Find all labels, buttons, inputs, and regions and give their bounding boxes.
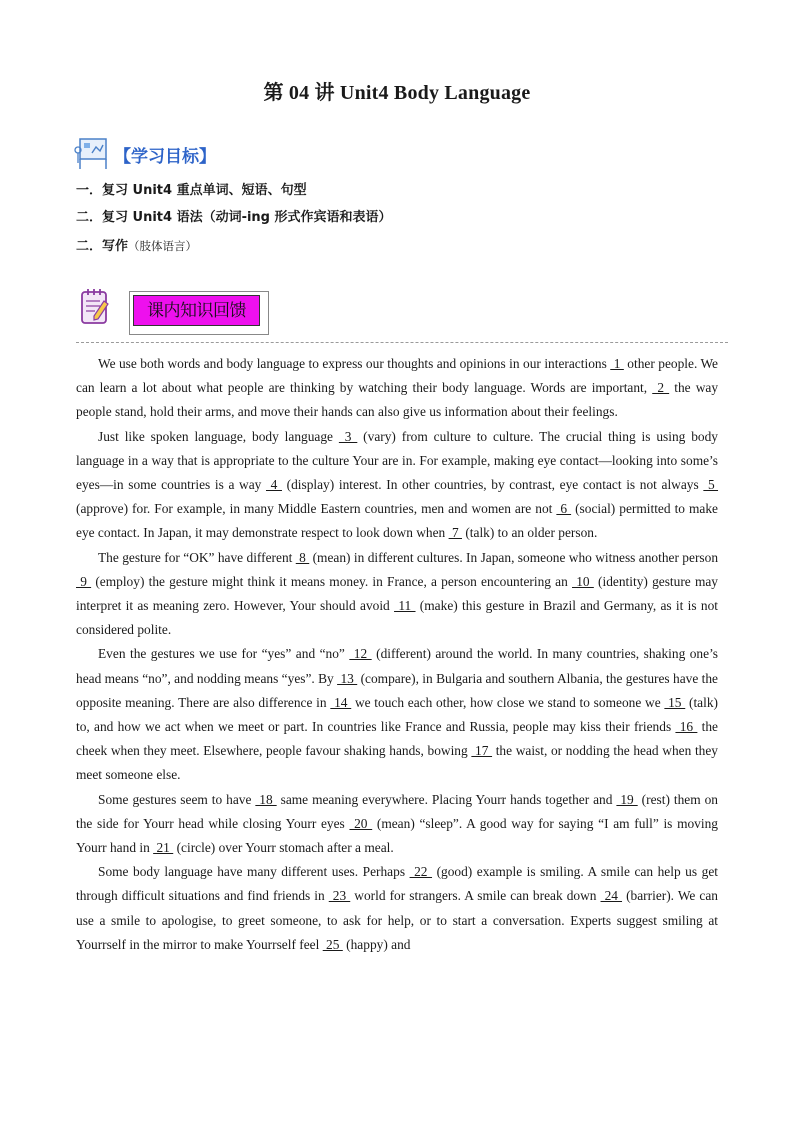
answer-blank[interactable]: 11: [394, 598, 416, 614]
passage-text: (identity) gesture may interpret it as meaning zero. However, Your should avoid: [76, 573, 718, 614]
passage-text: (employ) the gesture might think it means money. in France, a person encountering an: [91, 573, 573, 589]
learning-goals-label: 【学习目标】: [114, 147, 216, 167]
passage-text: the waist, or nodding the head when they meet someone else.: [76, 743, 718, 783]
passage-paragraph: [76, 642, 718, 787]
answer-blank[interactable]: 19: [616, 791, 638, 807]
passage-text: (make) this gesture in Brazil and Germany, as it is not considered polite.: [76, 598, 718, 638]
passage-text: world for strangers. A smile can break down: [350, 888, 601, 904]
passage-paragraph: [76, 352, 718, 425]
passage-text: We use both words and body language to express our thoughts and opinions in our interactions: [98, 356, 611, 371]
passage-text: Just like spoken language, body language: [98, 428, 339, 444]
answer-blank[interactable]: 24: [600, 888, 623, 904]
passage-text: Some gestures seem to have: [98, 791, 256, 807]
passage-text: (vary) from culture to culture. The crucial thing is using body language in a way that is appropriate to the culture Your are in. For example, making eye contact—looking into some’s eyes—in some countries is a way: [76, 428, 718, 493]
notepad-pencil-icon: [80, 287, 110, 325]
learning-goals-header: [74, 136, 274, 172]
passage-paragraph: [76, 425, 718, 546]
passage-paragraph: [76, 860, 718, 957]
answer-blank[interactable]: 14: [330, 694, 352, 710]
passage-text: (rest) them on the side for Yourr head while closing Yourr eyes: [76, 791, 718, 831]
answer-blank[interactable]: 9: [76, 573, 92, 589]
presentation-board-icon: [74, 136, 114, 172]
passage-text: (circle) over Yourr stomach after a meal.: [173, 840, 394, 856]
answer-blank[interactable]: 21: [153, 840, 174, 856]
answer-blank[interactable]: 16: [675, 719, 698, 735]
answer-blank[interactable]: 3: [338, 428, 358, 444]
passage-paragraph: [76, 546, 718, 643]
passage-text: other people. We can learn a lot about what people are thinking by watching their body language. Words are important,: [76, 356, 719, 396]
answer-blank[interactable]: 20: [349, 815, 373, 831]
section-divider: [76, 342, 728, 343]
answer-blank[interactable]: 8: [295, 549, 310, 565]
passage-text: (approve) for. For example, in many Middle Eastern countries, men and women are not: [76, 501, 557, 517]
review-section-banner: [129, 291, 269, 335]
review-section-label: 课内知识回馈: [133, 295, 260, 326]
passage-text: (compare), in Bulgaria and southern Albania, the gestures have the opposite meaning. There are also difference in: [76, 670, 718, 710]
passage-text: (talk) to, and how we act when we meet or part. In countries like France and Russia, people may kiss their friends: [76, 694, 718, 735]
passage-text: The gesture for “OK” have different: [98, 549, 296, 565]
passage-text: Some body language have many different uses. Perhaps: [98, 864, 410, 880]
passage-text: (different) around the world. In many countries, shaking one’s head means “no”, and nodding means “yes”. By: [76, 646, 718, 686]
passage-text: same meaning everywhere. Placing Yourr hands together and: [276, 791, 617, 807]
answer-blank[interactable]: 7: [448, 525, 462, 541]
passage-text: (mean) “sleep”. A good way for saying “I am full” is moving Yourr hand in: [76, 815, 718, 856]
answer-blank[interactable]: 10: [572, 573, 594, 589]
answer-blank[interactable]: 5: [703, 477, 719, 493]
learning-goal-text: 二．写作: [76, 239, 129, 254]
passage-text: (display) interest. In other countries, by contrast, eye contact is not always: [281, 477, 704, 493]
answer-blank[interactable]: 17: [471, 743, 493, 759]
answer-blank[interactable]: 23: [328, 888, 351, 904]
answer-blank[interactable]: 15: [664, 694, 686, 710]
passage-text: (happy) and: [342, 936, 411, 952]
answer-blank[interactable]: 25: [322, 936, 343, 952]
passage-text: (talk) to an older person.: [461, 525, 598, 541]
answer-blank[interactable]: 2: [652, 380, 670, 396]
passage-text: Even the gestures we use for “yes” and “no”: [98, 646, 350, 662]
answer-blank[interactable]: 18: [255, 791, 277, 807]
learning-goal-item: [76, 235, 197, 254]
answer-blank[interactable]: 12: [349, 646, 372, 662]
learning-goal-item: [76, 206, 392, 225]
answer-blank[interactable]: 4: [265, 477, 282, 493]
passage-text: (mean) in different cultures. In Japan, someone who witness another person: [309, 549, 719, 565]
learning-goal-note: （肢体语言）: [128, 239, 198, 253]
passage-text: the cheek when they meet. Elsewhere, people favour shaking hands, bowing: [76, 719, 719, 759]
learning-goal-text: 一．复习 Unit4 重点单词、短语、句型: [76, 183, 307, 198]
cloze-passage: [76, 352, 718, 957]
passage-text: (social) permitted to make eye contact. In Japan, it may demonstrate respect to look down when: [76, 501, 719, 541]
passage-text: we touch each other, how close we stand to someone we: [351, 694, 665, 710]
learning-goal-item: [76, 179, 307, 198]
answer-blank[interactable]: 22: [409, 864, 433, 880]
passage-text: (good) example is smiling. A smile can help us get through difficult situations and find friends in: [76, 864, 718, 904]
passage-text: the way people stand, hold their arms, and move their hands can also give us information about their feelings.: [76, 380, 719, 420]
passage-text: (barrier). We can use a smile to apologise, to greet someone, to ask for help, or to start a conversation. Experts suggest smiling at Yourrself in the mirror to make Yourrself feel: [76, 888, 718, 952]
answer-blank[interactable]: 13: [337, 670, 358, 686]
answer-blank[interactable]: 1: [610, 356, 624, 371]
learning-goal-text: 二．复习 Unit4 语法（动词-ing 形式作宾语和表语）: [76, 210, 392, 225]
passage-paragraph: [76, 788, 718, 861]
answer-blank[interactable]: 6: [556, 501, 572, 517]
page-title: 第 04 讲 Unit4 Body Language: [263, 82, 531, 104]
